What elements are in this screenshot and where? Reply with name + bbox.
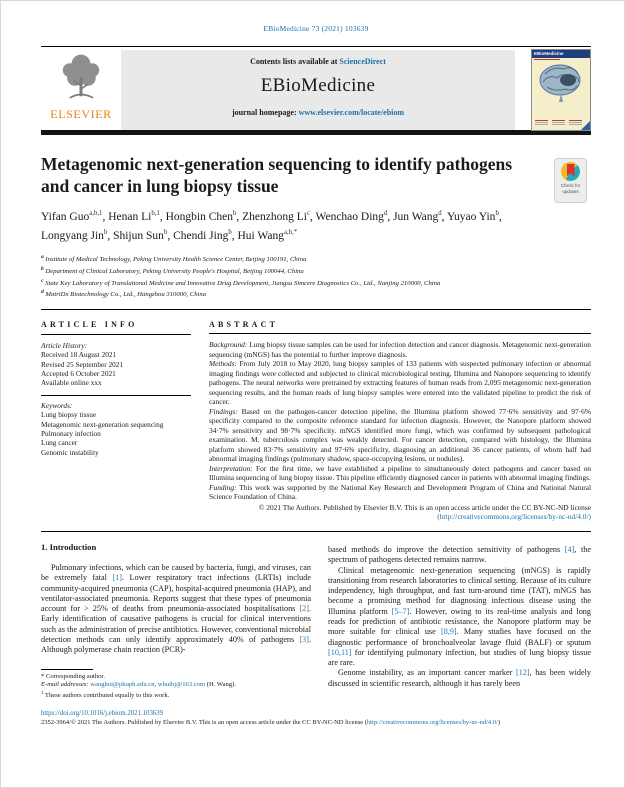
abstract-section: Funding: This work was supported by the National Key Research and Development Program of China and National Natural Science Foundation of China. [209, 482, 591, 502]
author-list: Yifan Guo$^{a,b,1}$, Henan Li$^{b,1}$, Hongbin Chen$^b$, Zhenzhong Li$^c$, Wenchao Ding$^d$, Jun Wang$^d$, Yuyao Yin$^b$, Longyang Jin$^b$, Shijun Sun$^b$, Chendi Jing$^b$, Hui Wang$^{a,b,*}$ [41, 210, 502, 242]
abstract-section-label: Funding: [209, 482, 237, 492]
affiliation-list [41, 253, 591, 301]
body-right-column [328, 542, 591, 701]
email-link-2[interactable]: whuibj@163.com [157, 681, 206, 689]
crossmark-icon [561, 162, 580, 181]
issn-text: 2352-3964/© 2021 The Authors. Published by Elsevier B.V. This is an open access article under the CC BY-NC-ND license ( [41, 719, 367, 727]
keyword-item: Lung cancer [41, 438, 78, 448]
header-top-rule [41, 46, 591, 47]
abstract-copyright [209, 503, 591, 522]
cover-subtitle-line [534, 59, 560, 60]
email-addresses-note [41, 681, 311, 690]
footnote-block [41, 669, 311, 701]
elsevier-wordmark: ELSEVIER [50, 107, 112, 121]
history-item: Available online xxx [41, 378, 102, 388]
affiliation-mark: b [41, 265, 44, 272]
divider-rule [41, 531, 591, 532]
abstract-section: Methods: From July 2018 to May 2020, lung biopsy samples of 133 patients with suspected pulmonary infection or abnormal imaging findings were collected and subjected to clinical microbiological testing, Illumina and Nanopore sequencing to identify pathogens. The neural networks were pretrained by extracting features of human reads from 2,095 metagenomic next-generation sequencing results, and the human reads of lung biopsy samples were entered into the validated pipeline to predict the risk of cancer. [209, 359, 591, 407]
brain-illustration-icon [532, 62, 590, 106]
article-info-heading: ARTICLE INFO [41, 320, 138, 330]
affiliation-mark: a [41, 253, 44, 260]
keyword-item: Pulmonary infection [41, 429, 101, 439]
journal-header-banner [41, 50, 591, 130]
abstract-sections [209, 340, 591, 502]
affiliation: $^a$ Institute of Medical Technology, Peking University Health Science Center, Beijing 100191, China [41, 253, 307, 263]
cover-footer-text [535, 120, 582, 127]
keyword-item: Metagenomic next-generation sequencing [41, 419, 164, 429]
section-heading-introduction: 1. Introduction [41, 541, 97, 552]
citation-link[interactable]: [10,11] [328, 647, 352, 657]
cover-title: EBioMedicine [532, 50, 590, 58]
author-affiliation-mark: d [438, 210, 442, 217]
citation-link[interactable]: [2] [299, 604, 309, 614]
issn-suffix: ) [497, 719, 501, 727]
author-name: Chendi Jing$^b$ [173, 228, 232, 242]
doi-link[interactable]: https://doi.org/10.1016/j.ebiom.2021.103639 [41, 709, 164, 717]
citation-link[interactable]: [5–7] [391, 606, 410, 616]
history-item: Accepted 6 October 2021 [41, 369, 116, 379]
citation-link[interactable]: [1] [112, 573, 122, 583]
affiliation-mark: d [41, 289, 44, 296]
journal-cover-thumbnail [531, 49, 591, 131]
history-item: Revised 25 September 2021 [41, 359, 124, 369]
equal-contribution-mark: 1 [41, 690, 44, 696]
author-name: Zhenzhong Li$^c$ [242, 210, 310, 223]
email-label: E-mail addresses: [41, 681, 91, 689]
author-name: Shijun Sun$^b$ [113, 228, 168, 242]
article-title: Metagenomic next-generation sequencing to identify pathogens and cancer in lung biopsy tissue [41, 154, 513, 196]
abstract-column [209, 310, 591, 522]
copyright-line: © 2021 The Authors. Published by Elsevier B.V. This is an open access article under the CC BY-NC-ND license [258, 502, 591, 512]
license-link[interactable]: (http://creativecommons.org/licenses/by-nc-nd/4.0/) [437, 512, 591, 522]
email-separator: , [154, 681, 158, 689]
banner-center [121, 50, 515, 130]
paragraph: Pulmonary infections, which can be caused by bacteria, fungi, and viruses, can be extremely fatal [1]. Lower respiratory tract infections (LRTIs) include community-acquired pneumonia (CAP), hospital-acquired pneumonia (HAP), and ventilator-associated pneumonia. Reports suggest that these types of pneumonia account for > 25% of deaths from pneumonia-associated hospitalisations [2]. Early identification of causative pathogens is crucial for clinical interventions such as the administration of precise antibiotics. However, conventional microbial detection methods can only identify approximately 40% of pathogens [3]. Although polymerase chain reaction (PCR)- [41, 562, 311, 655]
author-affiliation-mark: b [232, 210, 237, 217]
journal-name: EBioMedicine [260, 75, 376, 96]
author-name: Hui Wang$^{a,b,*}$ [237, 228, 298, 242]
left-column-paragraphs [41, 563, 311, 656]
keyword-item: Lung biopsy tissue [41, 410, 97, 420]
page-footer [41, 710, 591, 727]
abstract-section: Findings: Based on the pathogen-cancer detection pipeline, the Illumina platform showed 77·6% sensitivity and 97·6% specificity compared to the composite reference standard for infection diagnosis. However, the Nanopore platform showed 34·7% sensitivity and 98·7% specificity. mNGS identified more fungi, which was confirmed by subsequent pathological examination. M. tuberculosis complex was weakly detected. For cancer detection, compared with histology, the Illumina platform showed 83·7% sensitivity and 97·6% specificity, diagnosing an additional 36 cancer patients, of whom half had abnormal imaging findings (pulmonary shadow, space-occupying lesions, or nodules). [209, 406, 591, 464]
citation-link[interactable]: [3] [299, 634, 309, 644]
check-for-updates-badge[interactable] [554, 158, 587, 203]
author-affiliation-mark: a,b,* [283, 228, 298, 236]
contents-line [121, 57, 515, 66]
author-name: Hongbin Chen$^b$ [165, 210, 237, 223]
citation-link[interactable]: [12] [515, 668, 530, 678]
affiliation: $^d$ MatriDx Biotechnology Co., Ltd., Hangzhou 310000, China [41, 289, 207, 299]
author-name: Yifan Guo$^{a,b,1}$ [41, 210, 103, 223]
author-affiliation-mark: b [103, 228, 108, 236]
author-affiliation-mark: b,1 [151, 210, 160, 217]
article-body [41, 542, 591, 701]
homepage-link[interactable]: www.elsevier.com/locate/ebiom [298, 108, 405, 117]
contents-prefix: Contents lists available at [250, 57, 340, 66]
check-for-updates-label: Check for updates [560, 183, 581, 194]
affiliation-mark: c [41, 277, 44, 284]
abstract-section-label: Interpretation: [209, 463, 253, 473]
affiliation: $^c$ State Key Laboratory of Translational Medicine and Innovative Drug Development, Jiangsu Simcere Diagnostics Co., Ltd., Nanjing 210000, China [41, 277, 441, 287]
author-name: Jun Wang$^d$ [393, 210, 442, 223]
author-name: Henan Li$^{b,1}$ [108, 210, 160, 223]
author-affiliation-mark: b [495, 210, 499, 217]
author-name: Yuyao Yin$^b$ [446, 210, 499, 223]
elsevier-tree-icon [55, 51, 107, 110]
journal-reference[interactable]: EBioMedicine 73 (2021) 103639 [263, 24, 369, 33]
homepage-prefix: journal homepage: [231, 108, 299, 117]
keyword-item: Genomic instability [41, 447, 99, 457]
equal-contribution-text: These authors contributed equally to this work. [43, 692, 170, 700]
email-suffix: (H. Wang). [205, 681, 236, 689]
sciencedirect-link[interactable]: ScienceDirect [339, 57, 386, 66]
cover-corner-triangle [581, 121, 590, 130]
history-item: Received 18 August 2021 [41, 350, 117, 360]
author-name: Wenchao Ding$^d$ [315, 210, 388, 223]
author-affiliation-mark: b [228, 228, 232, 236]
article-history-list [41, 350, 191, 388]
author-name: Longyang Jin$^b$ [41, 228, 108, 242]
keywords-label: Keywords: [41, 400, 73, 410]
abstract-section: Background: Lung biopsy tissue samples can be used for infection detection and cancer diagnosis. Metagenomic next-generation sequencing (mNGS) has the potential to further improve diagnosis. [209, 340, 591, 359]
title-block [41, 154, 591, 197]
info-abstract-block [41, 310, 591, 522]
paragraph: Genome instability, as an important cancer marker [12], has been widely discussed in scientific research, although it has rarely been [328, 668, 591, 688]
article-history-label: Article History: [41, 340, 88, 350]
paragraph: based methods do improve the detection sensitivity of pathogens [4], the spectrum of pathogens detected remains narrow. [328, 544, 591, 565]
elsevier-logo [41, 50, 121, 130]
author-affiliation-mark: d [383, 210, 388, 217]
affiliation: $^b$ Department of Clinical Laboratory, Peking University People's Hospital, Beijing 100044, China [41, 265, 304, 275]
abstract-section-label: Background: [209, 340, 248, 350]
footnote-rule [41, 669, 93, 670]
author-affiliation-mark: b [163, 228, 168, 236]
corresponding-author-note: * Corresponding author. [41, 672, 105, 680]
article-info-column [41, 310, 191, 522]
header-black-bar [41, 130, 591, 135]
keywords-list [41, 410, 191, 457]
divider-rule [209, 333, 591, 334]
abstract-section: Interpretation: For the first time, we have established a pipeline to simultaneously detect pathogens and cancer based on Illumina sequencing of lung biopsy tissue. This pipeline efficiently diagnosed cancer in patients with abnormal imaging findings. [209, 463, 591, 483]
cc-license-link[interactable]: http://creativecommons.org/licenses/by-nc-nd/4.0/ [366, 719, 498, 727]
abstract-section-label: Methods: [209, 359, 237, 369]
abstract-section-label: Findings: [209, 406, 238, 416]
citation-link[interactable]: [8,9] [440, 627, 457, 637]
author-affiliation-mark: a,b,1 [89, 210, 103, 217]
citation-link[interactable]: [4] [564, 544, 575, 554]
body-left-column [41, 542, 311, 701]
issn-copyright-line [41, 719, 591, 726]
divider-rule [41, 395, 191, 396]
equal-contribution-note [41, 690, 311, 701]
homepage-line [121, 108, 515, 117]
email-link-1[interactable]: wanghui@pkuph.edu.cn [90, 681, 155, 689]
author-affiliation-mark: c [306, 210, 310, 217]
paragraph: Clinical metagenomic next-generation sequencing (mNGS) is rapidly transitioning from research laboratories to clinical setting. Because of its culture independency, high throughput, and fast turn-around time (TAT), mNGS has become a promising method for diagnosing infectious disease using the Illumina platform [5–7]. However, owing to its real-time analysis and long reads for prediction of antibiotic resistance, the Nanopore platform may be more suitable for clinical use [8,9]. Many studies have focused on the diagnostic performance of bronchoalveolar lavage fluid (BALF) or sputum [10,11] for identifying pulmonary infection, but studies of lung biopsy tissue are rare. [328, 565, 591, 668]
abstract-heading: ABSTRACT [209, 320, 279, 330]
divider-rule [41, 334, 191, 335]
